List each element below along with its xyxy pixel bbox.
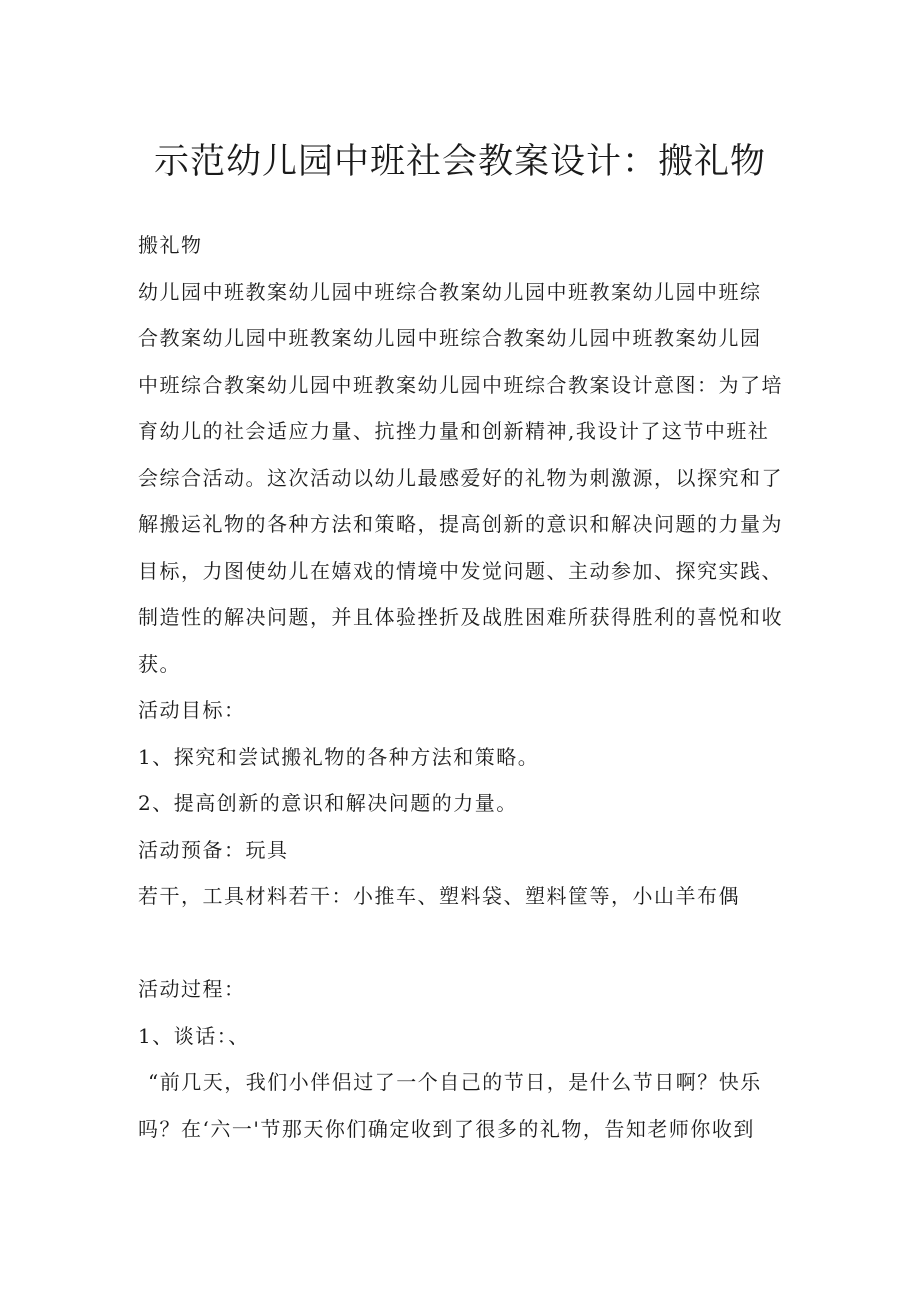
goal-item: 2、提高创新的意识和解决问题的力量。 — [138, 791, 518, 815]
paragraph-line: 制造性的解决问题，并且体验挫折及战胜困难所获得胜利的喜悦和收 — [138, 605, 783, 629]
blank-line — [138, 920, 798, 967]
paragraph-line: 解搬运礼物的各种方法和策略，提高创新的意识和解决问题的力量为 — [138, 512, 783, 536]
section-heading: 搬礼物 — [138, 233, 203, 257]
paragraph-line: 中班综合教案幼儿园中班教案幼儿园中班综合教案设计意图：为了培 — [138, 372, 783, 397]
section-heading-preparation: 活动预备：玩具 — [138, 837, 289, 862]
document-title: 示范幼儿园中班社会教案设计：搬礼物 — [153, 142, 766, 182]
preparation-line: 若干，工具材料若干：小推车、塑料袋、塑料筐等，小山羊布偶 — [138, 884, 740, 908]
paragraph-line: 会综合活动。这次活动以幼儿最感爱好的礼物为刺激源，以探究和了 — [138, 465, 783, 490]
quote-line: “前几天，我们小伴侣过了一个自己的节日，是什么节日啊？快乐 — [148, 1070, 762, 1094]
goal-item: 1、探究和尝试搬礼物的各种方法和策略。 — [138, 744, 540, 769]
section-heading-goals: 活动目标： — [138, 698, 246, 722]
process-step: 1、谈话：、 — [138, 1023, 250, 1048]
paragraph-line: 幼儿园中班教案幼儿园中班综合教案幼儿园中班教案幼儿园中班综 — [138, 279, 762, 304]
paragraph-line: 育幼儿的社会适应力量、抗挫力量和创新精神,我设计了这节中班社 — [138, 419, 770, 443]
document-body — [138, 222, 798, 1152]
paragraph-line: 合教案幼儿园中班教案幼儿园中班综合教案幼儿园中班教案幼儿园 — [138, 326, 762, 350]
quote-line: 吗？在‘六一'节那天你们确定收到了很多的礼物，告知老师你收到 — [138, 1116, 755, 1141]
section-heading-process: 活动过程： — [138, 977, 246, 1001]
paragraph-line: 获。 — [138, 651, 181, 676]
paragraph-line: 目标，力图使幼儿在嬉戏的情境中发觉问题、主动参加、探究实践、 — [138, 558, 783, 583]
